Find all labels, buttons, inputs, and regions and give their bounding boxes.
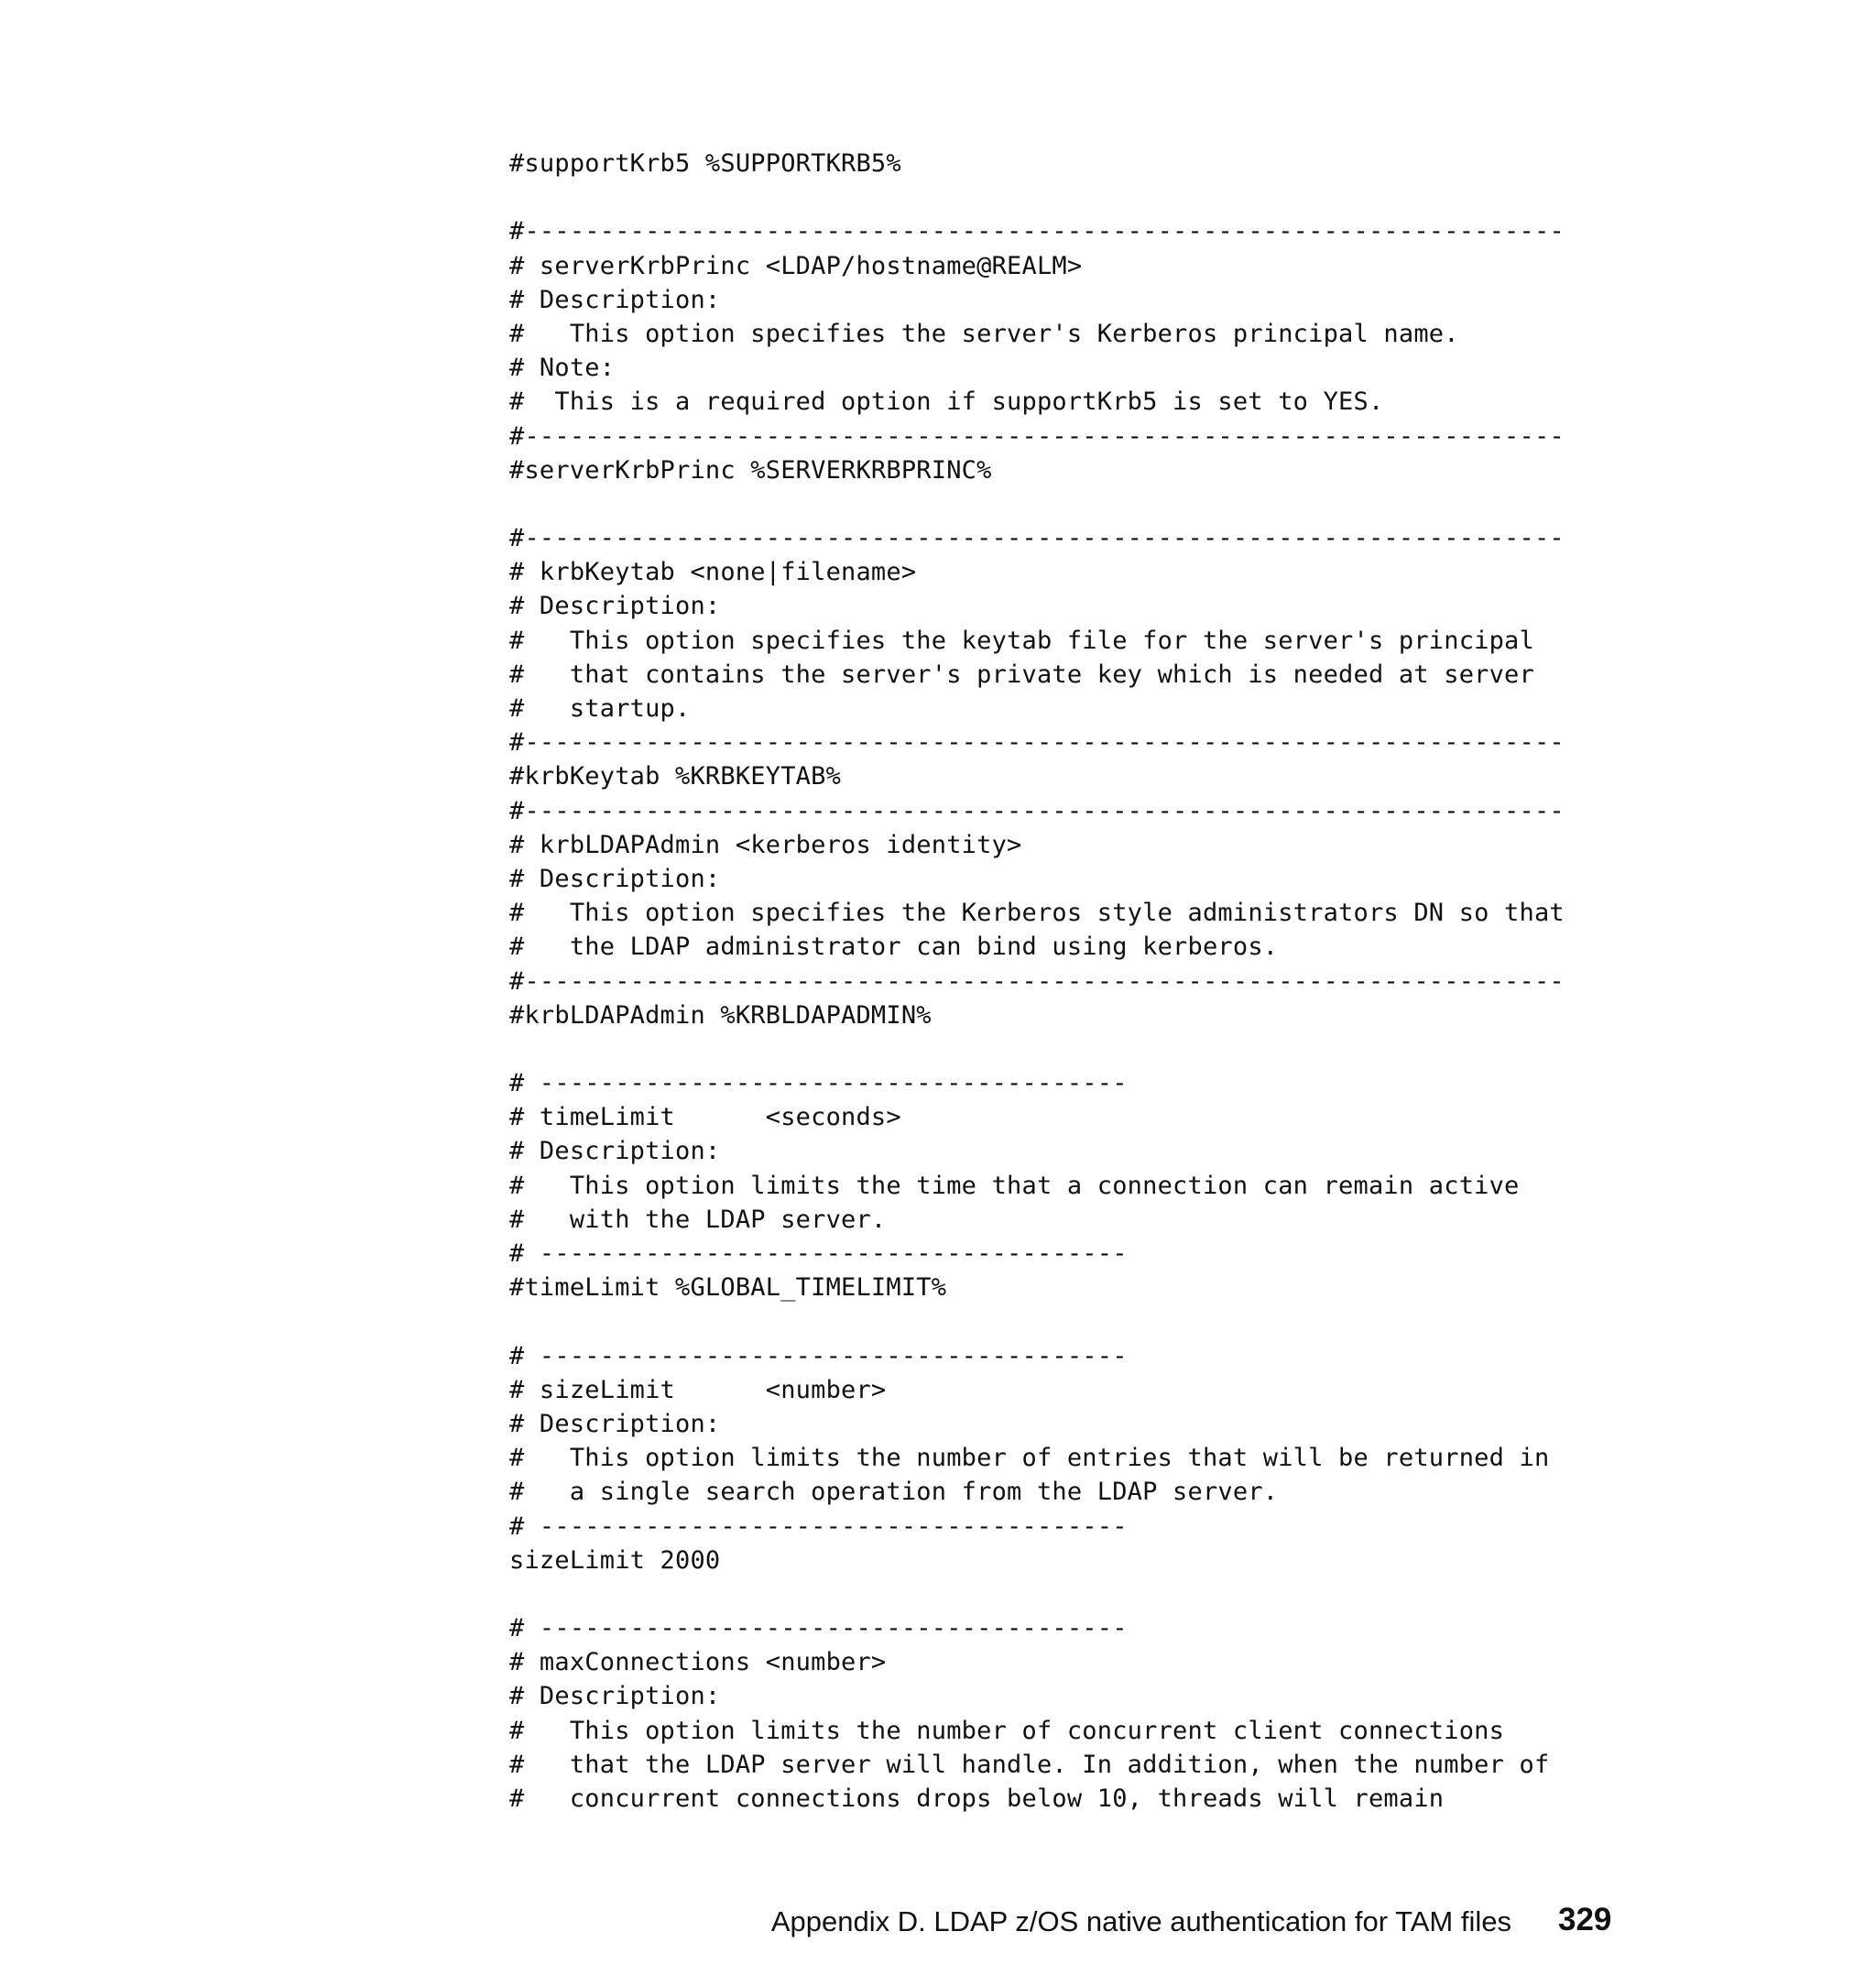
- code-line: # that contains the server's private key which is needed at server: [509, 660, 1534, 689]
- code-line: # Description:: [509, 1409, 721, 1438]
- code-line: # ---------------------------------------: [509, 1511, 1128, 1541]
- code-line: # Description:: [509, 864, 721, 893]
- code-line: # Description:: [509, 1682, 721, 1711]
- code-line: #---------------------------------------------------------------------: [509, 421, 1565, 451]
- code-line: # the LDAP administrator can bind using kerberos.: [509, 933, 1279, 962]
- footer-page-number: 329: [1558, 1902, 1612, 1937]
- code-line: # maxConnections <number>: [509, 1648, 887, 1677]
- code-line: # Note:: [509, 354, 616, 383]
- code-line: # a single search operation from the LDAP server.: [509, 1478, 1279, 1507]
- config-file-listing: [509, 147, 1565, 1816]
- code-line: #serverKrbPrinc %SERVERKRBPRINC%: [509, 455, 992, 485]
- code-line: [509, 180, 1565, 214]
- code-line: [509, 1577, 1565, 1611]
- code-line: # This option specifies the Kerberos style administrators DN so that: [509, 899, 1565, 928]
- code-line: #---------------------------------------------------------------------: [509, 524, 1565, 553]
- code-line: # ---------------------------------------: [509, 1341, 1128, 1370]
- code-line: # This option limits the time that a connection can remain active: [509, 1171, 1520, 1200]
- code-line: # krbLDAPAdmin <kerberos identity>: [509, 830, 1022, 859]
- code-line: # that the LDAP server will handle. In addition, when the number of: [509, 1750, 1550, 1779]
- code-line: # This is a required option if supportKrb5 is set to YES.: [509, 387, 1384, 417]
- code-line: #---------------------------------------------------------------------: [509, 217, 1565, 246]
- code-line: # serverKrbPrinc <LDAP/hostname@REALM>: [509, 251, 1083, 280]
- code-line: # with the LDAP server.: [509, 1205, 887, 1234]
- code-line: #supportKrb5 %SUPPORTKRB5%: [509, 149, 901, 178]
- code-line: # Description:: [509, 285, 721, 314]
- code-line: # This option limits the number of concurrent client connections: [509, 1716, 1505, 1745]
- code-line: # This option limits the number of entries that will be returned in: [509, 1444, 1550, 1473]
- code-line: # concurrent connections drops below 10, threads will remain: [509, 1784, 1445, 1813]
- code-line: #krbKeytab %KRBKEYTAB%: [509, 762, 842, 791]
- code-line: # startup.: [509, 694, 691, 723]
- page-footer: [0, 1898, 1876, 1944]
- code-line: # This option specifies the server's Kerberos principal name.: [509, 319, 1459, 348]
- code-line: # Description:: [509, 1137, 721, 1166]
- code-line: sizeLimit 2000: [509, 1545, 721, 1575]
- code-line: # sizeLimit <number>: [509, 1375, 887, 1404]
- code-line: #---------------------------------------------------------------------: [509, 728, 1565, 758]
- code-line: [509, 487, 1565, 521]
- code-line: #---------------------------------------------------------------------: [509, 966, 1565, 996]
- code-line: # ---------------------------------------: [509, 1239, 1128, 1268]
- code-line: #timeLimit %GLOBAL_TIMELIMIT%: [509, 1273, 947, 1303]
- footer-chapter-title: Appendix D. LDAP z/OS native authentication for TAM files: [770, 1905, 1511, 1937]
- code-line: # ---------------------------------------: [509, 1069, 1128, 1098]
- code-line: # ---------------------------------------: [509, 1614, 1128, 1643]
- code-line: #---------------------------------------------------------------------: [509, 796, 1565, 825]
- code-line: # timeLimit <seconds>: [509, 1103, 901, 1132]
- code-line: [509, 1032, 1565, 1066]
- code-line: [509, 1304, 1565, 1338]
- code-line: #krbLDAPAdmin %KRBLDAPADMIN%: [509, 1000, 932, 1030]
- code-line: # krbKeytab <none|filename>: [509, 558, 917, 587]
- code-line: # Description:: [509, 592, 721, 621]
- code-line: # This option specifies the keytab file for the server's principal: [509, 626, 1534, 655]
